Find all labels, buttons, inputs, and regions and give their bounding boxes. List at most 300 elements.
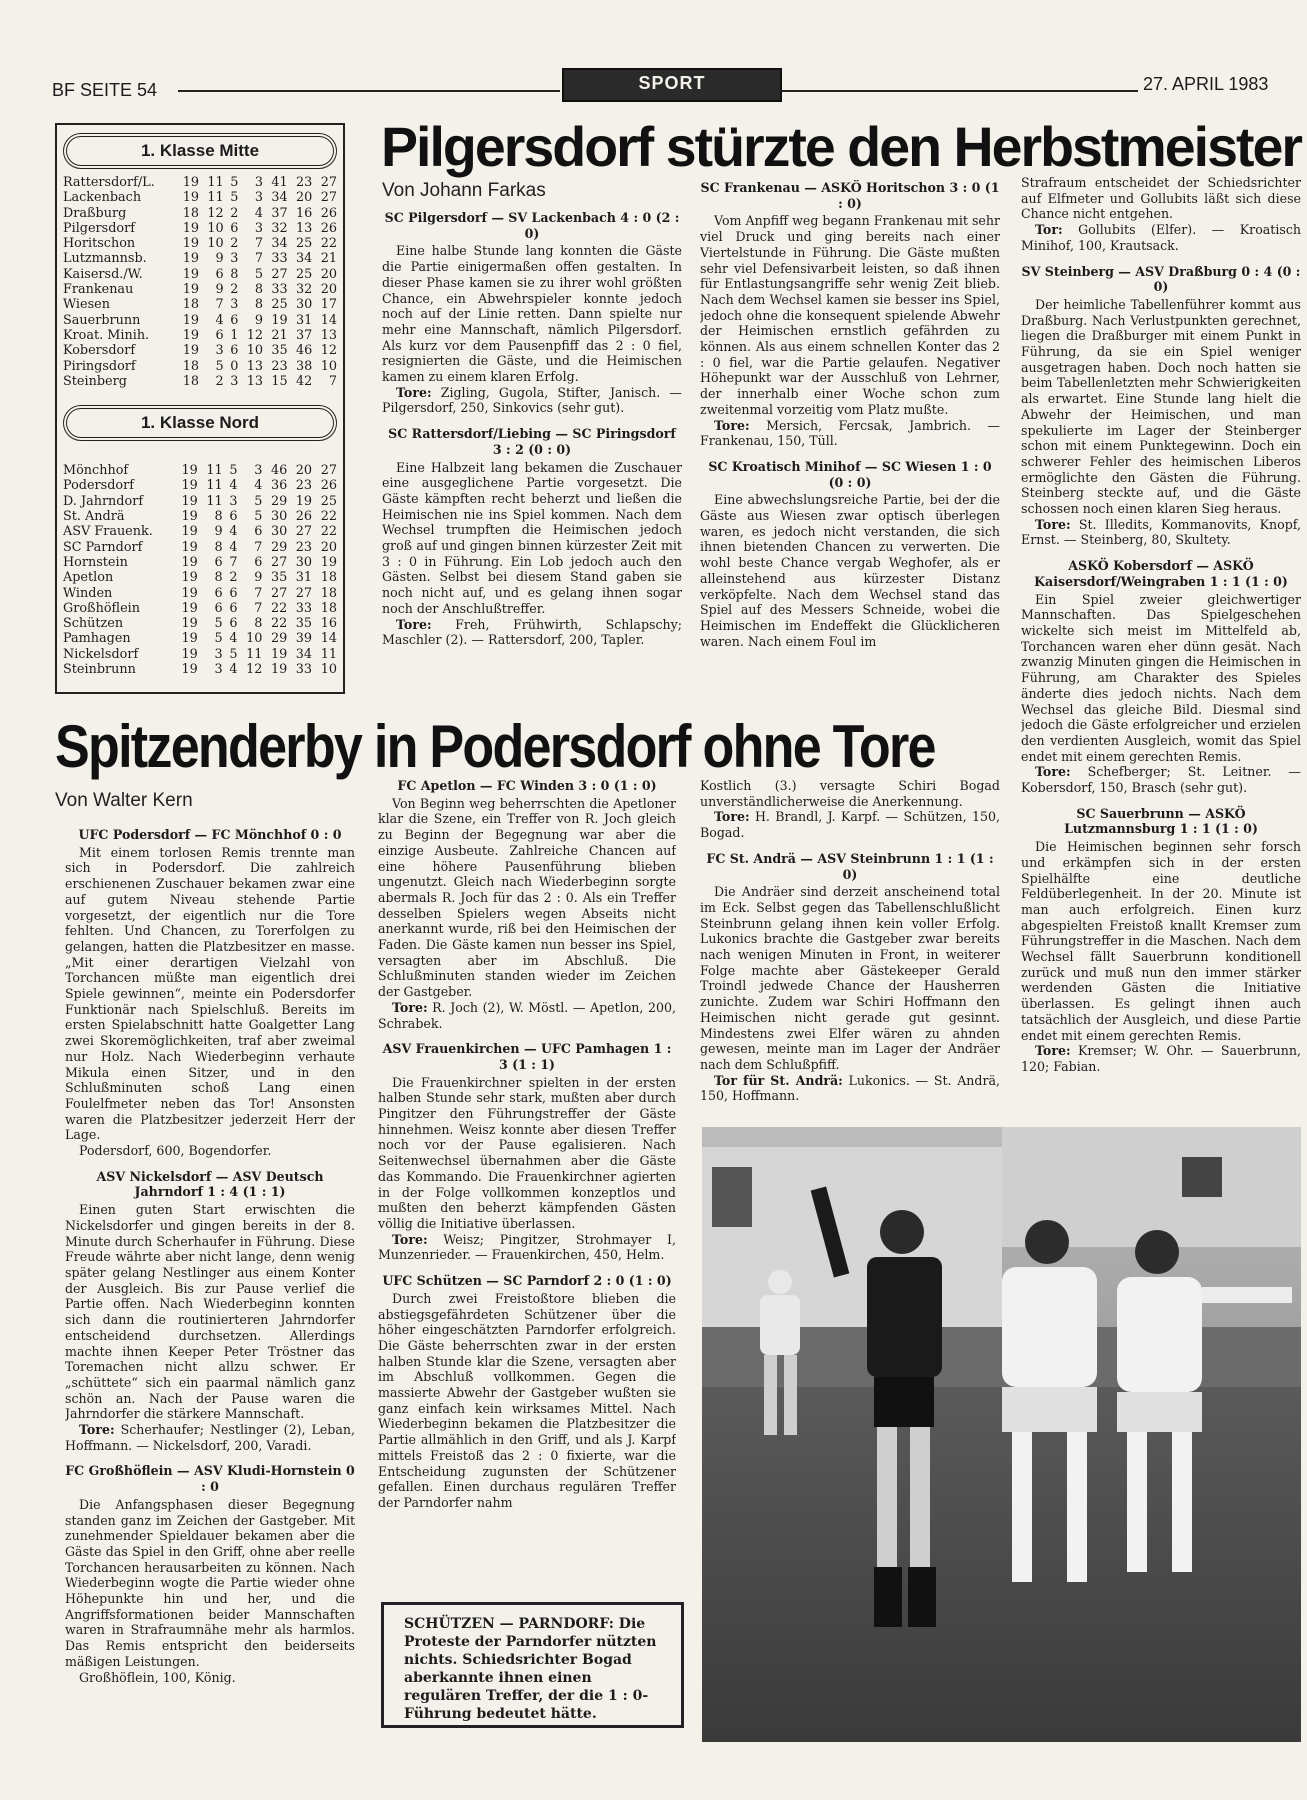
scorers-text: Weisz; Pingitzer, Strohmayer I, Munzenrieder. — Frauenkirchen, 450, Helm. bbox=[378, 1231, 676, 1263]
stat-cell: 19 bbox=[181, 646, 198, 662]
team-name: Lutzmannsb. bbox=[63, 251, 147, 267]
stat-cell: 27 bbox=[270, 585, 288, 601]
stat-cell: 21 bbox=[271, 327, 288, 343]
stat-cell: 5 bbox=[230, 190, 239, 206]
stat-cell: 23 bbox=[295, 539, 313, 555]
stat-cell: 4 bbox=[254, 205, 264, 221]
stat-cell: 33 bbox=[295, 662, 313, 678]
stat-cell: 19 bbox=[181, 493, 198, 509]
stat-cell: 14 bbox=[320, 312, 337, 328]
stat-cell: 7 bbox=[254, 236, 264, 252]
standings-row bbox=[63, 206, 337, 221]
stat-cell: 7 bbox=[215, 297, 224, 313]
stat-cell: 6 bbox=[229, 616, 238, 632]
stat-cell: 27 bbox=[295, 585, 313, 601]
scorers-text: Freh, Frühwirth, Schlapschy; Maschler (2). — Rattersdorf, 200, Tapler. bbox=[382, 616, 682, 648]
stat-cell: 8 bbox=[254, 616, 263, 632]
paragraph: Podersdorf, 600, Bogendorfer. bbox=[79, 1143, 272, 1159]
stat-cell: 9 bbox=[254, 312, 264, 328]
standings-row bbox=[63, 236, 337, 251]
stat-cell: 11 bbox=[246, 646, 263, 662]
stat-cell: 19 bbox=[182, 251, 200, 267]
stat-cell: 11 bbox=[206, 493, 223, 509]
stat-cell: 12 bbox=[246, 662, 263, 678]
byline-2: Von Walter Kern bbox=[55, 790, 193, 811]
team-name: Apetlon bbox=[63, 570, 114, 586]
paragraph: Mit einem torlosen Remis trennte man sich in Podersdorf. Die zahlreich erschienenen Zuschauer bekamen zwar eine auf gutem Niveau stehende Partie vorgesetzt, der eigentlich nur die Tore fehlten. Und Chancen, zu Torerfolgen zu gelangen, hatten die Platzbesitzer en masse. „Mit einer derartigen Vielzahl von Torchancen müßte man eigentlich drei Spiele gewinnen“, meinte ein Podersdorfer Funktionär nach Spielschluß. Bereits im ersten Spielabschnitt hatte Goalgetter Lang zwei Skoremöglichkeiten, traf aber zweimal nur Holz. Nach Wiederbeginn verhaute Mikula einen Sitzer, und in den Schlußminuten schoß Lang einen Foulelfmeter neben das Tor! Ansonsten waren die Platzbesitzer jederzeit Herr der Lage. bbox=[65, 844, 355, 1143]
quote-box: SCHÜTZEN — PARNDORF: Die Proteste der Parndorfer nützten nichts. Schiedsrichter Bogad aberkannte ihnen einen regulären Treffer, der die 1 : 0-Führung bedeutet hätte. bbox=[381, 1602, 684, 1728]
headline-1: Pilgersdorf stürzte den Herbstmeister bbox=[381, 115, 1302, 178]
stat-cell: 34 bbox=[271, 190, 288, 206]
stat-cell: 19 bbox=[182, 236, 200, 252]
standings-box bbox=[55, 123, 345, 694]
stat-cell: 3 bbox=[215, 343, 224, 359]
standings-row bbox=[63, 601, 337, 616]
paragraph: Eine Halbzeit lang bekamen die Zuschauer eine ausgeglichene Partie vorgesetzt. Die Gäste kämpften recht beherzt und ließen die Heimischen nie ins Spiel kommen. Nach dem Wechsel trumpften die Heimischen jedoch groß auf und gingen binnen kürzester Zeit mit 3 : 0 in Führung. Ein Lob jedoch auch den Gästen. Selbst bei diesem Stand gaben sie noch nicht auf, und es gelang ihnen sogar noch der Anschlußtreffer. bbox=[382, 459, 682, 616]
match-heading: FC St. Andrä — ASV Steinbrunn 1 : 1 (1 : 0) bbox=[706, 850, 994, 882]
team-name: Frankenau bbox=[63, 282, 134, 298]
team-name: Schützen bbox=[63, 616, 124, 632]
stat-cell: 7 bbox=[254, 600, 263, 616]
stat-cell: 27 bbox=[270, 554, 288, 570]
scorers-text: St. Illedits, Kommanovits, Knopf, Ernst. — Steinberg, 80, Skultety. bbox=[1021, 516, 1301, 548]
stat-cell: 6 bbox=[229, 585, 238, 601]
stat-cell: 23 bbox=[295, 478, 313, 494]
paragraph: Durch zwei Freistoßtore blieben die abstiegsgefährdeten Schützener über die höher eingeschätzten Parndorfer erfolgreich. Die Gäste beherrschten zwar in der ersten halben Stunde klar die Szene, versagten aber im Abschluß vollkommen. Gegen die massierte Abwehr der Gastgeber wußten sie ganz einfach kein wirksames Mittel. Nach Wiederbeginn bekamen die Platzbesitzer die Partie allmählich in den Griff, und als J. Karpf mittels Freistoß das 2 : 0 fixierte, war die Entscheidung zugunsten der Schützener gefallen. Einen durchaus regulären Treffer der Parndorfer nahm bbox=[378, 1290, 676, 1510]
stat-cell: 19 bbox=[320, 554, 337, 570]
team-name: ASV Frauenk. bbox=[63, 524, 153, 540]
team-name: D. Jahrndorf bbox=[63, 493, 144, 509]
stat-cell: 42 bbox=[296, 373, 313, 389]
stat-cell: 0 bbox=[230, 358, 239, 374]
stat-cell: 19 bbox=[181, 478, 198, 494]
stat-cell: 5 bbox=[254, 493, 263, 509]
stat-cell: 4 bbox=[229, 539, 238, 555]
match-heading: FC Apetlon — FC Winden 3 : 0 (1 : 0) bbox=[397, 778, 657, 793]
stat-cell: 22 bbox=[320, 509, 337, 525]
stat-cell: 5 bbox=[214, 616, 223, 632]
stat-cell: 27 bbox=[320, 175, 337, 190]
standings-row bbox=[63, 282, 337, 297]
stat-cell: 20 bbox=[296, 190, 313, 206]
stat-cell: 3 bbox=[254, 220, 264, 236]
stat-cell: 33 bbox=[271, 282, 288, 298]
paragraph: Vom Anpfiff weg begann Frankenau mit sehr viel Druck und ging bereits nach einer Viertelstunde in Führung. Die Gäste mußten sehr viel Defensivarbeit leisten, so daß ihnen für Entlastungsangriffe sehr wenig Zeit blieb. Nach dem Wechsel kamen sie besser ins Spiel, jedoch ohne die konsequent spielende Abwehr der Heimischen ernstlich gefährden zu können. Als aus einem schnellen Konter das 2 : 0 fiel, war die Partie gelaufen. Negativer Höhepunkt war der Ausschluß von Lehrner, der innerhalb einer Woche schon zum zweitenmal vorzeitig vom Platz mußte. bbox=[700, 213, 1000, 417]
stat-cell: 8 bbox=[254, 282, 264, 298]
stat-cell: 7 bbox=[254, 251, 264, 267]
stat-cell: 33 bbox=[271, 251, 288, 267]
stat-cell: 31 bbox=[295, 570, 313, 586]
paragraph: Eine abwechslungsreiche Partie, bei der die Gäste aus Wiesen zwar optisch überlegen waren, es jedoch nicht verstanden, die sich ihnen bietenden Chancen zu verwerten. Die wohl beste Chance vergab Weghofer, als er alleinstehend aus kürzester Distanz verköpfelte. Nach dem Wechsel stand das Spiel auf des Messers Schneide, wobei die Heimischen im Endeffekt die Glücklicheren waren. Nach einem Foul im bbox=[700, 492, 1000, 649]
stat-cell: 25 bbox=[320, 493, 337, 509]
scorers-label: Tor für St. Andrä: bbox=[714, 1072, 843, 1088]
standings-row bbox=[63, 631, 337, 646]
scorers-label: Tore: bbox=[396, 616, 432, 632]
stat-cell: 35 bbox=[295, 616, 313, 632]
issue-date: 27. APRIL 1983 bbox=[1143, 74, 1269, 94]
scorers-line bbox=[1021, 222, 1301, 253]
stat-cell: 4 bbox=[215, 312, 224, 328]
stat-cell: 18 bbox=[182, 205, 200, 221]
stat-cell: 3 bbox=[230, 251, 239, 267]
stat-cell: 19 bbox=[181, 554, 198, 570]
paragraph: Der heimliche Tabellenführer kommt aus Draßburg. Nach Verlustpunkten gerechnet, liegen die Draßburger mit einem Punkt in Führung, da sie ein Spiel weniger ausgetragen haben. Doch noch hatten sie beim Tabellenletzten mehr Schwierigkeiten als erwartet. Eine Stunde lang hielt die Abwehr der Heimischen, und man spekulierte im Lager der Steinberger schon mit einem Punktegewinn. Doch ein schwerer Fehler des heimischen Liberos ermöglichte den Gästen die Führung. Steinberg steckte auf, und die Gäste schossen noch einen klaren Sieg heraus. bbox=[1021, 296, 1301, 517]
team-name: Pilgersdorf bbox=[63, 220, 135, 236]
stat-cell: 6 bbox=[230, 343, 239, 359]
match-photo bbox=[702, 1127, 1301, 1742]
stat-cell: 34 bbox=[296, 251, 313, 267]
team-name: Lackenbach bbox=[63, 190, 142, 206]
match-heading: ASV Frauenkirchen — UFC Pamhagen 1 : 3 (1 : 1) bbox=[382, 1041, 672, 1072]
stat-cell: 25 bbox=[296, 266, 313, 282]
stat-cell: 13 bbox=[296, 220, 313, 236]
stat-cell: 1 bbox=[230, 327, 239, 343]
stat-cell: 20 bbox=[320, 282, 337, 298]
match-heading: SC Sauerbrunn — ASKÖ Lutzmannsburg 1 : 1 (1 : 0) bbox=[1064, 805, 1258, 837]
standings-row bbox=[63, 297, 337, 312]
match-heading: UFC Podersdorf — FC Mönchhof 0 : 0 bbox=[78, 827, 342, 842]
standings-row bbox=[63, 374, 337, 389]
stat-cell: 26 bbox=[320, 205, 337, 221]
article2-col3 bbox=[700, 778, 1000, 1123]
stat-cell: 19 bbox=[181, 662, 198, 678]
scorers-label: Tore: bbox=[1035, 1043, 1071, 1059]
stat-cell: 18 bbox=[320, 585, 337, 601]
stat-cell: 27 bbox=[320, 463, 337, 479]
stat-cell: 11 bbox=[207, 190, 224, 206]
stat-cell: 11 bbox=[320, 646, 337, 662]
stat-cell: 6 bbox=[254, 554, 263, 570]
stat-cell: 38 bbox=[296, 358, 313, 374]
paragraph: Die Frauenkirchner spielten in der ersten halben Stunde sehr stark, mußten aber durch Pingitzer den Führungstreffer der Gäste hinnehmen. Weisz konnte aber diesen Treffer noch vor der Pause egalisieren. Nach Seitenwechsel übernahmen aber die Gäste das Kommando. Die Frauenkirchner agierten in der Folge vollkommen konzeptlos und mußten den beherzt kämpfenden Gästen völlig die Initiative überlassen. bbox=[378, 1074, 676, 1231]
stat-cell: 29 bbox=[270, 631, 288, 647]
stat-cell: 23 bbox=[271, 358, 288, 374]
paragraph: Die Andräer sind derzeit anscheinend total im Eck. Selbst gegen das Tabellenschlußlicht Steinbrunn gelang ihnen kein voller Erfolg. Lukonics brachte die Gastgeber zwar bereits nach wenigen Minuten in Front, in weiterer Folge machte aber Gästekeeper Gerald Troindl jedwede Chance der Hausherren zunichte. Zudem war Schiri Hoffmann den Heimischen nicht gerade gut gesinnt. Mindestens zwei Elfer wären zu ahnden gewesen, meinte man im Lager der Andräer nach dem Schlußpfiff. bbox=[700, 884, 1000, 1072]
standings-row bbox=[63, 555, 337, 570]
stat-cell: 30 bbox=[270, 509, 288, 525]
stat-cell: 19 bbox=[270, 662, 288, 678]
team-name: Nickelsdorf bbox=[63, 646, 139, 662]
standings-row bbox=[63, 190, 337, 205]
stat-cell: 5 bbox=[229, 646, 238, 662]
stat-cell: 36 bbox=[270, 478, 288, 494]
stat-cell: 2 bbox=[230, 282, 239, 298]
stat-cell: 37 bbox=[296, 327, 313, 343]
stat-cell: 9 bbox=[215, 282, 224, 298]
article1-col2 bbox=[700, 180, 1000, 698]
stat-cell: 19 bbox=[182, 312, 200, 328]
stat-cell: 3 bbox=[214, 646, 223, 662]
standings-row bbox=[63, 662, 337, 677]
stat-cell: 19 bbox=[271, 312, 288, 328]
stat-cell: 3 bbox=[254, 190, 264, 206]
match-heading: SV Steinberg — ASV Draßburg 0 : 4 (0 : 0) bbox=[1021, 263, 1301, 295]
team-name: Steinberg bbox=[63, 373, 127, 389]
byline-1: Von Johann Farkas bbox=[382, 180, 546, 201]
stat-cell: 32 bbox=[296, 282, 313, 298]
stat-cell: 13 bbox=[320, 327, 337, 343]
stat-cell: 22 bbox=[320, 236, 337, 252]
stat-cell: 37 bbox=[271, 205, 288, 221]
scorers-line bbox=[700, 809, 1000, 840]
scorers-label: Tore: bbox=[396, 384, 432, 400]
scorers-label: Tore: bbox=[714, 417, 750, 433]
stat-cell: 6 bbox=[230, 312, 239, 328]
match-heading: ASKÖ Kobersdorf — ASKÖ Kaisersdorf/Weingraben 1 : 1 (1 : 0) bbox=[1034, 558, 1288, 589]
stat-cell: 26 bbox=[295, 509, 313, 525]
paragraph: Die Anfangsphasen dieser Begegnung standen ganz im Zeichen der Gastgeber. Mit zunehmender Spieldauer bekamen aber die Gäste das Spiel in den Griff, ohne aber reelle Torchancen herausarbeiten zu können. Nach Wiederbeginn wogte die Partie wieder ohne Höhepunkte hin und her, und die Angriffsformationen beider Mannschaften waren in Strafraumnähe mehr als harmlos. Das Remis entspricht den beiderseits mäßigen Leistungen. bbox=[65, 1496, 355, 1669]
stat-cell: 7 bbox=[328, 373, 337, 389]
stat-cell: 27 bbox=[271, 266, 288, 282]
header-rule-left bbox=[178, 90, 560, 92]
match-heading: SC Kroatisch Minihof — SC Wiesen 1 : 0 (0 : 0) bbox=[708, 458, 992, 490]
stat-cell: 3 bbox=[214, 662, 223, 678]
match-heading: FC Großhöflein — ASV Kludi-Hornstein 0 : 0 bbox=[65, 1463, 355, 1495]
stat-cell: 29 bbox=[270, 539, 288, 555]
stat-cell: 10 bbox=[246, 343, 264, 359]
match-heading: UFC Schützen — SC Parndorf 2 : 0 (1 : 0) bbox=[382, 1273, 672, 1289]
stat-cell: 11 bbox=[206, 463, 223, 479]
team-name: Kobersdorf bbox=[63, 343, 136, 359]
stat-cell: 8 bbox=[214, 539, 223, 555]
team-name: Horitschon bbox=[63, 236, 136, 252]
standings-row bbox=[63, 343, 337, 358]
section-tag: SPORT bbox=[562, 68, 782, 102]
scorers-line bbox=[700, 1073, 1000, 1104]
stat-cell: 33 bbox=[295, 600, 313, 616]
stat-cell: 27 bbox=[320, 190, 337, 206]
standings-row bbox=[63, 616, 337, 631]
stat-cell: 19 bbox=[181, 600, 198, 616]
stat-cell: 34 bbox=[271, 236, 288, 252]
stat-cell: 2 bbox=[229, 570, 238, 586]
standings-row bbox=[63, 175, 337, 190]
stat-cell: 3 bbox=[254, 463, 263, 479]
table-mitte bbox=[63, 175, 337, 389]
stat-cell: 8 bbox=[254, 297, 264, 313]
stat-cell: 6 bbox=[230, 220, 239, 236]
stat-cell: 26 bbox=[320, 220, 337, 236]
stat-cell: 4 bbox=[254, 478, 263, 494]
team-name: Mönchhof bbox=[63, 463, 129, 479]
stat-cell: 7 bbox=[254, 539, 263, 555]
stat-cell: 19 bbox=[181, 631, 198, 647]
stat-cell: 13 bbox=[246, 358, 264, 374]
stat-cell: 17 bbox=[320, 297, 337, 313]
article1-col3 bbox=[1021, 175, 1301, 1120]
stat-cell: 9 bbox=[254, 570, 263, 586]
stat-cell: 18 bbox=[182, 358, 200, 374]
match-heading: SC Rattersdorf/Liebing — SC Piringsdorf 3 : 2 (0 : 0) bbox=[388, 426, 676, 457]
stat-cell: 7 bbox=[229, 554, 238, 570]
standings-row bbox=[63, 463, 337, 478]
scorers-line bbox=[700, 418, 1000, 449]
team-name: St. Andrä bbox=[63, 509, 125, 525]
stat-cell: 41 bbox=[271, 175, 288, 190]
stat-cell: 4 bbox=[229, 478, 238, 494]
stat-cell: 12 bbox=[207, 205, 224, 221]
team-name: Rattersdorf/L. bbox=[63, 175, 155, 190]
scorers-text: Scherhaufer; Nestlinger (2), Leban, Hoffmann. — Nickelsdorf, 200, Varadi. bbox=[65, 1422, 355, 1453]
stat-cell: 2 bbox=[215, 373, 224, 389]
team-name: Pamhagen bbox=[63, 631, 131, 647]
stat-cell: 19 bbox=[182, 282, 200, 298]
stat-cell: 11 bbox=[207, 175, 224, 190]
stat-cell: 6 bbox=[229, 600, 238, 616]
stat-cell: 39 bbox=[295, 631, 313, 647]
stat-cell: 20 bbox=[320, 539, 337, 555]
team-name: Kaisersd./W. bbox=[63, 266, 143, 282]
stat-cell: 14 bbox=[320, 631, 337, 647]
stat-cell: 21 bbox=[320, 251, 337, 267]
stat-cell: 3 bbox=[229, 493, 238, 509]
stat-cell: 8 bbox=[230, 266, 239, 282]
scorers-line bbox=[382, 617, 682, 648]
article2-col1 bbox=[65, 827, 355, 1782]
stat-cell: 5 bbox=[254, 509, 263, 525]
stat-cell: 5 bbox=[229, 463, 238, 479]
team-name: Piringsdorf bbox=[63, 358, 136, 374]
stat-cell: 6 bbox=[214, 585, 223, 601]
standings-row bbox=[63, 494, 337, 509]
stat-cell: 9 bbox=[214, 524, 223, 540]
stat-cell: 34 bbox=[295, 646, 313, 662]
standings-row bbox=[63, 586, 337, 601]
stat-cell: 35 bbox=[270, 570, 288, 586]
stat-cell: 3 bbox=[230, 373, 239, 389]
stat-cell: 19 bbox=[182, 220, 200, 236]
scorers-label: Tore: bbox=[392, 1231, 428, 1247]
stat-cell: 3 bbox=[230, 297, 239, 313]
team-name: Podersdorf bbox=[63, 478, 134, 494]
match-heading: SC Pilgersdorf — SV Lackenbach 4 : 0 (2 : 0) bbox=[384, 210, 680, 241]
stat-cell: 30 bbox=[270, 524, 288, 540]
standings-row bbox=[63, 251, 337, 266]
scorers-line bbox=[382, 385, 682, 416]
standings-row bbox=[63, 478, 337, 493]
paragraph: Einen guten Start erwischten die Nickelsdorfer und gingen bereits in der 8. Minute durch Scherhaufer in Führung. Diese Freude währte aber nicht lange, denn wenig später gelang Nestlinger aus einem Konter der Ausgleich. Bis zur Pause verlief die Partie offen. Nach Wiederbeginn konnten sich dann die routinierteren Jahrndorfer entscheidend durchsetzen. Allerdings machte ihnen Keeper Peter Tröstner das Toremachen nicht allzu schwer. Er „schüttete“ sich ein paarmal nämlich ganz schön an. Nach der Pause waren die Jahrndorfer die stärkere Mannschaft. bbox=[65, 1202, 355, 1422]
scorers-line bbox=[1021, 764, 1301, 795]
stat-cell: 10 bbox=[207, 220, 224, 236]
scorers-label: Tore: bbox=[1035, 764, 1071, 780]
stat-cell: 5 bbox=[254, 266, 264, 282]
stat-cell: 30 bbox=[295, 554, 313, 570]
stat-cell: 10 bbox=[207, 236, 224, 252]
stat-cell: 19 bbox=[181, 463, 198, 479]
team-name: Draßburg bbox=[63, 205, 127, 221]
scorers-label: Tore: bbox=[392, 999, 428, 1015]
team-name: Hornstein bbox=[63, 554, 128, 570]
stat-cell: 20 bbox=[320, 266, 337, 282]
stat-cell: 5 bbox=[230, 175, 239, 190]
team-name: Großhöflein bbox=[63, 600, 140, 616]
scorers-line bbox=[65, 1422, 355, 1453]
standings-row bbox=[63, 647, 337, 662]
stat-cell: 4 bbox=[229, 662, 238, 678]
team-name: Kroat. Minih. bbox=[63, 327, 150, 343]
scorers-line bbox=[378, 1000, 676, 1031]
table-mitte-title: 1. Klasse Mitte bbox=[63, 133, 337, 169]
scorers-label: Tor: bbox=[1035, 222, 1063, 238]
article1-col1 bbox=[382, 210, 682, 698]
paragraph: Kostlich (3.) versagte Schiri Bogad unverständlicherweise die Anerkennung. bbox=[700, 778, 1000, 809]
scorers-text: Gollubits (Elfer). — Kroatisch Minihof, 100, Krautsack. bbox=[1021, 222, 1301, 253]
stat-cell: 19 bbox=[182, 190, 200, 206]
stat-cell: 11 bbox=[206, 478, 223, 494]
headline-2: Spitzenderby in Podersdorf ohne Tore bbox=[55, 713, 935, 780]
stat-cell: 8 bbox=[214, 570, 223, 586]
standings-row bbox=[63, 540, 337, 555]
stat-cell: 6 bbox=[215, 266, 224, 282]
stat-cell: 6 bbox=[214, 600, 223, 616]
paragraph: Die Heimischen beginnen sehr forsch und erkämpfen sich in der ersten Spielhälfte eine deutliche Feldüberlegenheit. In der 20. Minute ist man auch erfolgreich. Einen kurz abgespielten Freistoß knallt Kremser zum Führungstreffer in die Maschen. Nach dem Wechsel fällt Sauerbrunn konditionell zurück und muß nun den immer stärker werdenden Gästen die Initiative überlassen. Es gelingt ihnen auch tatsächlich der Ausgleich, und diese Partie endet mit einem gerechten Remis. bbox=[1021, 839, 1301, 1043]
scorers-line bbox=[378, 1232, 676, 1263]
page-number: BF SEITE 54 bbox=[52, 80, 158, 100]
match-heading: SC Frankenau — ASKÖ Horitschon 3 : 0 (1 : 0) bbox=[700, 180, 1000, 211]
stat-cell: 15 bbox=[271, 373, 288, 389]
stat-cell: 19 bbox=[182, 343, 200, 359]
stat-cell: 5 bbox=[214, 631, 223, 647]
paragraph: Großhöflein, 100, König. bbox=[79, 1669, 236, 1685]
standings-row bbox=[63, 359, 337, 374]
standings-row bbox=[63, 509, 337, 524]
stat-cell: 46 bbox=[296, 343, 313, 359]
stat-cell: 2 bbox=[230, 236, 239, 252]
stat-cell: 23 bbox=[296, 175, 313, 190]
scorers-label: Tore: bbox=[1035, 516, 1071, 532]
stat-cell: 19 bbox=[270, 646, 288, 662]
stat-cell: 4 bbox=[229, 631, 238, 647]
standings-row bbox=[63, 328, 337, 343]
table-nord-title: 1. Klasse Nord bbox=[63, 405, 337, 441]
stat-cell: 19 bbox=[181, 585, 198, 601]
scorers-text: R. Joch (2), W. Möstl. — Apetlon, 200, Schrabek. bbox=[378, 999, 676, 1031]
stat-cell: 6 bbox=[254, 524, 263, 540]
paragraph: Ein Spiel zweier gleichwertiger Mannschaften. Das Spielgeschehen wickelte sich meist im Mittelfeld ab, Torchancen waren eher dünn gesät. Nach zwanzig Minuten gingen die Heimischen in Führung, am Charakter des Spieles änderte dies jedoch nichts. Nach dem Wechsel das gleiche Bild. Diesmal sind jedoch die Gäste erfolgreicher und erzielen den verdienten Ausgleich, womit das Spiel endet mit einem gerechten Remis. bbox=[1021, 591, 1301, 764]
stat-cell: 30 bbox=[296, 297, 313, 313]
stat-cell: 13 bbox=[246, 373, 264, 389]
stat-cell: 19 bbox=[181, 539, 198, 555]
stat-cell: 27 bbox=[295, 524, 313, 540]
table-nord bbox=[63, 463, 337, 677]
stat-cell: 18 bbox=[320, 570, 337, 586]
referee-photo-illustration bbox=[702, 1127, 1301, 1742]
team-name: Steinbrunn bbox=[63, 662, 136, 678]
team-name: Sauerbrunn bbox=[63, 312, 141, 328]
stat-cell: 35 bbox=[271, 343, 288, 359]
stat-cell: 29 bbox=[270, 493, 288, 509]
stat-cell: 32 bbox=[271, 220, 288, 236]
scorers-text: Kremser; W. Ohr. — Sauerbrunn, 120; Fabian. bbox=[1021, 1043, 1301, 1074]
standings-row bbox=[63, 570, 337, 585]
stat-cell: 25 bbox=[271, 297, 288, 313]
stat-cell: 2 bbox=[230, 205, 239, 221]
stat-cell: 19 bbox=[181, 616, 198, 632]
scorers-text: Mersich, Fercsak, Jambrich. — Frankenau, 150, Tüll. bbox=[700, 417, 1000, 449]
header-rule-right bbox=[780, 90, 1138, 92]
stat-cell: 5 bbox=[215, 358, 224, 374]
stat-cell: 18 bbox=[182, 373, 200, 389]
stat-cell: 19 bbox=[182, 327, 200, 343]
paragraph: Eine halbe Stunde lang konnten die Gäste die Partie einigermaßen offen gestalten. In dieser Phase kamen sie zu ihrer wohl größten Chance, ein Abwehrspieler konnte jedoch noch auf der Linie retten. Dann spielte nur mehr eine Mannschaft, nämlich Pilgersdorf. Als kurz vor dem Pausenpfiff das 2 : 0 fiel, resignierten die Gäste, und die Heimischen kamen zu einem klaren Erfolg. bbox=[382, 243, 682, 385]
team-name: Wiesen bbox=[63, 297, 110, 313]
team-name: SC Parndorf bbox=[63, 539, 143, 555]
stat-cell: 19 bbox=[181, 524, 198, 540]
scorers-text: Schefberger; St. Leitner. — Kobersdorf, 150, Brasch (sehr gut). bbox=[1021, 764, 1301, 796]
stat-cell: 6 bbox=[214, 554, 223, 570]
stat-cell: 9 bbox=[215, 251, 224, 267]
stat-cell: 31 bbox=[296, 312, 313, 328]
